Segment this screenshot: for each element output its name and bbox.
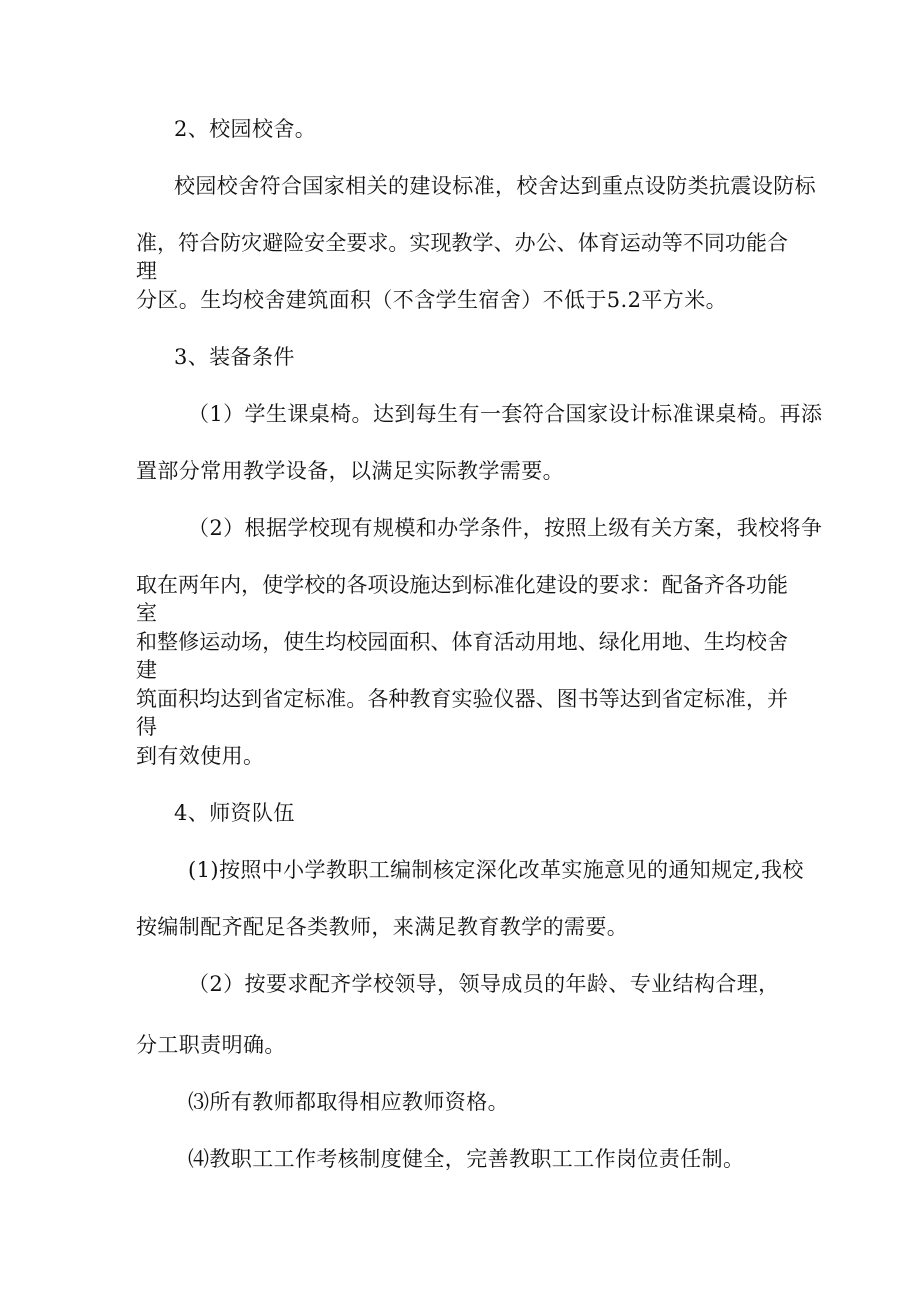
paragraph-line: 取在两年内，使学校的各项设施达到标准化建设的要求：配备齐各功能室 <box>136 573 788 625</box>
paragraph-line: 分区。生均校舍建筑面积（不含学生宿舍）不低于5.2平方米。 <box>136 288 727 312</box>
paragraph-line: 筑面积均达到省定标准。各种教育实验仪器、图书等达到省定标准，并得 <box>136 687 788 739</box>
paragraph-line: 和整修运动场，使生均校园面积、体育活动用地、绿化用地、生均校舍建 <box>136 630 788 682</box>
section-heading-equipment: 3、装备条件 <box>174 345 295 369</box>
section-heading-campus: 2、校园校舍。 <box>174 117 317 141</box>
paragraph-line: 置部分常用教学设备，以满足实际教学需要。 <box>136 459 564 483</box>
section-heading-teachers: 4、师资队伍 <box>174 801 295 825</box>
paragraph-line: ⑶所有教师都取得相应教师资格。 <box>188 1090 509 1114</box>
paragraph-line: 按编制配齐配足各类教师，来满足教育教学的需要。 <box>136 915 629 939</box>
paragraph-line: （1）学生课桌椅。达到每生有一套符合国家设计标准课桌椅。再添 <box>188 402 823 426</box>
paragraph-line: (1)按照中小学教职工编制核定深化改革实施意见的通知规定,我校 <box>188 858 804 882</box>
paragraph-line: 校园校舍符合国家相关的建设标准，校舍达到重点设防类抗震设防标 <box>174 174 816 198</box>
paragraph-line: 到有效使用。 <box>136 744 265 768</box>
paragraph-line: ⑷教职工工作考核制度健全，完善教职工工作岗位责任制。 <box>188 1147 745 1171</box>
paragraph-line: 准，符合防灾避险安全要求。实现教学、办公、体育运动等不同功能合理 <box>136 231 788 283</box>
paragraph-line: 分工职责明确。 <box>136 1033 286 1057</box>
paragraph-line: （2）按要求配齐学校领导，领导成员的年龄、专业结构合理， <box>188 972 780 996</box>
paragraph-line: （2）根据学校现有规模和办学条件，按照上级有关方案，我校将争 <box>188 516 823 540</box>
